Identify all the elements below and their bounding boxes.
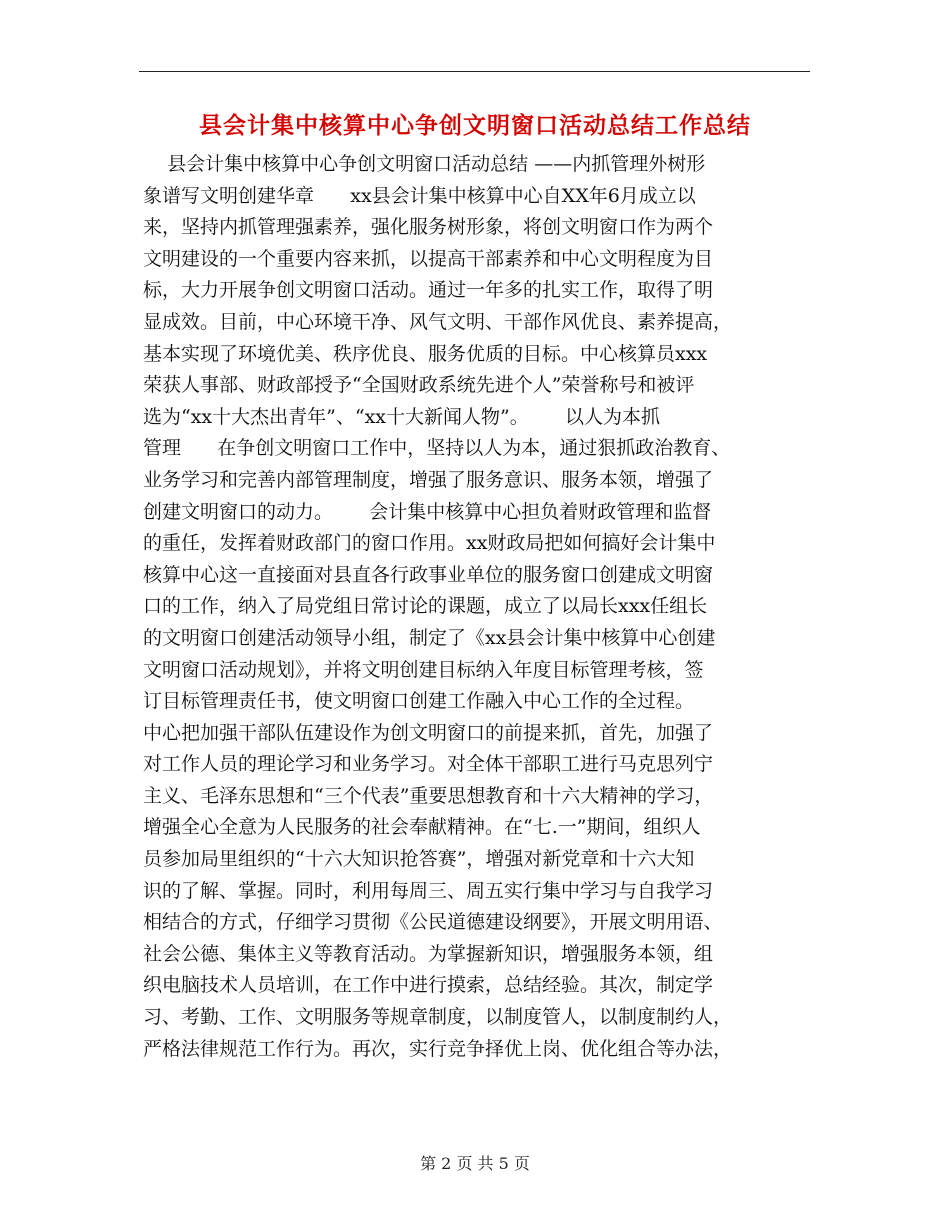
text-line: 习、考勤、工作、文明服务等规章制度，以制度管人，以制度制约人，	[143, 1006, 733, 1029]
text-line: 社会公德、集体主义等教育活动。为掌握新知识，增强服务本领，组	[143, 942, 714, 965]
text-line: 员参加局里组织的“十六大知识抢答赛”，增强对新党章和十六大知	[143, 848, 695, 871]
text-line: 核算中心这一直接面对县直各行政事业单位的服务窗口创建成文明窗	[143, 563, 714, 586]
text-line: 标，大力开展争创文明窗口活动。通过一年多的扎实工作，取得了明	[143, 279, 714, 302]
text-line: 选为“xx十大杰出青年”、“xx十大新闻人物”。 以人为本抓	[143, 405, 660, 428]
document-title: 县会计集中核算中心争创文明窗口活动总结工作总结	[199, 112, 751, 139]
text-line: 县会计集中核算中心争创文明窗口活动总结 ——内抓管理外树形	[143, 153, 706, 175]
page-number-footer: 第 2 页 共 5 页	[420, 1154, 530, 1173]
text-line: 主义、毛泽东思想和“三个代表”重要思想教育和十六大精神的学习，	[143, 784, 714, 807]
text-line: 来，坚持内抓管理强素养，强化服务树形象，将创文明窗口作为两个	[143, 216, 714, 239]
text-line: 中心把加强干部队伍建设作为创文明窗口的前提来抓，首先，加强了	[143, 721, 714, 744]
text-line: 识的了解、掌握。同时，利用每周三、周五实行集中学习与自我学习	[143, 879, 714, 902]
text-line: 的文明窗口创建活动领导小组，制定了《xx县会计集中核算中心创建	[143, 626, 716, 649]
text-line: 业务学习和完善内部管理制度，增强了服务意识、服务本领，增强了	[143, 468, 714, 491]
text-line: 基本实现了环境优美、秩序优良、服务优质的目标。中心核算员xxx	[143, 342, 708, 365]
text-line: 文明窗口活动规划》，并将文明创建目标纳入年度目标管理考核，签	[143, 658, 704, 681]
text-line: 象谱写文明创建华章 xx县会计集中核算中心自XX年6月成立以	[143, 184, 696, 207]
text-line: 显成效。目前，中心环境干净、风气文明、干部作风优良、素养提高，	[143, 310, 733, 333]
text-line: 创建文明窗口的动力。 会计集中核算中心担负着财政管理和监督	[143, 500, 712, 523]
text-line: 相结合的方式，仔细学习贯彻《公民道德建设纲要》，开展文明用语、	[143, 911, 723, 934]
text-line: 口的工作，纳入了局党组日常讨论的课题，成立了以局长xxx任组长	[143, 595, 708, 618]
text-line: 织电脑技术人员培训，在工作中进行摸索，总结经验。其次，制定学	[143, 974, 714, 997]
text-line: 对工作人员的理论学习和业务学习。对全体干部职工进行马克思列宁	[143, 753, 714, 776]
text-line: 的重任，发挥着财政部门的窗口作用。xx财政局把如何搞好会计集中	[143, 532, 716, 555]
text-line: 增强全心全意为人民服务的社会奉献精神。在“七.一”期间，组织人	[143, 816, 701, 839]
text-line: 文明建设的一个重要内容来抓，以提高干部素养和中心文明程度为目	[143, 247, 714, 270]
body-text	[143, 149, 823, 1065]
header-rule	[139, 71, 810, 72]
text-line: 荣获人事部、财政部授予“全国财政系统先进个人”荣誉称号和被评	[143, 374, 695, 397]
text-line: 严格法律规范工作行为。再次，实行竞争择优上岗、优化组合等办法，	[143, 1037, 733, 1060]
text-line: 管理 在争创文明窗口工作中，坚持以人为本，通过狠抓政治教育、	[143, 437, 731, 460]
text-line: 订目标管理责任书，使文明窗口创建工作融入中心工作的全过程。	[143, 690, 695, 713]
